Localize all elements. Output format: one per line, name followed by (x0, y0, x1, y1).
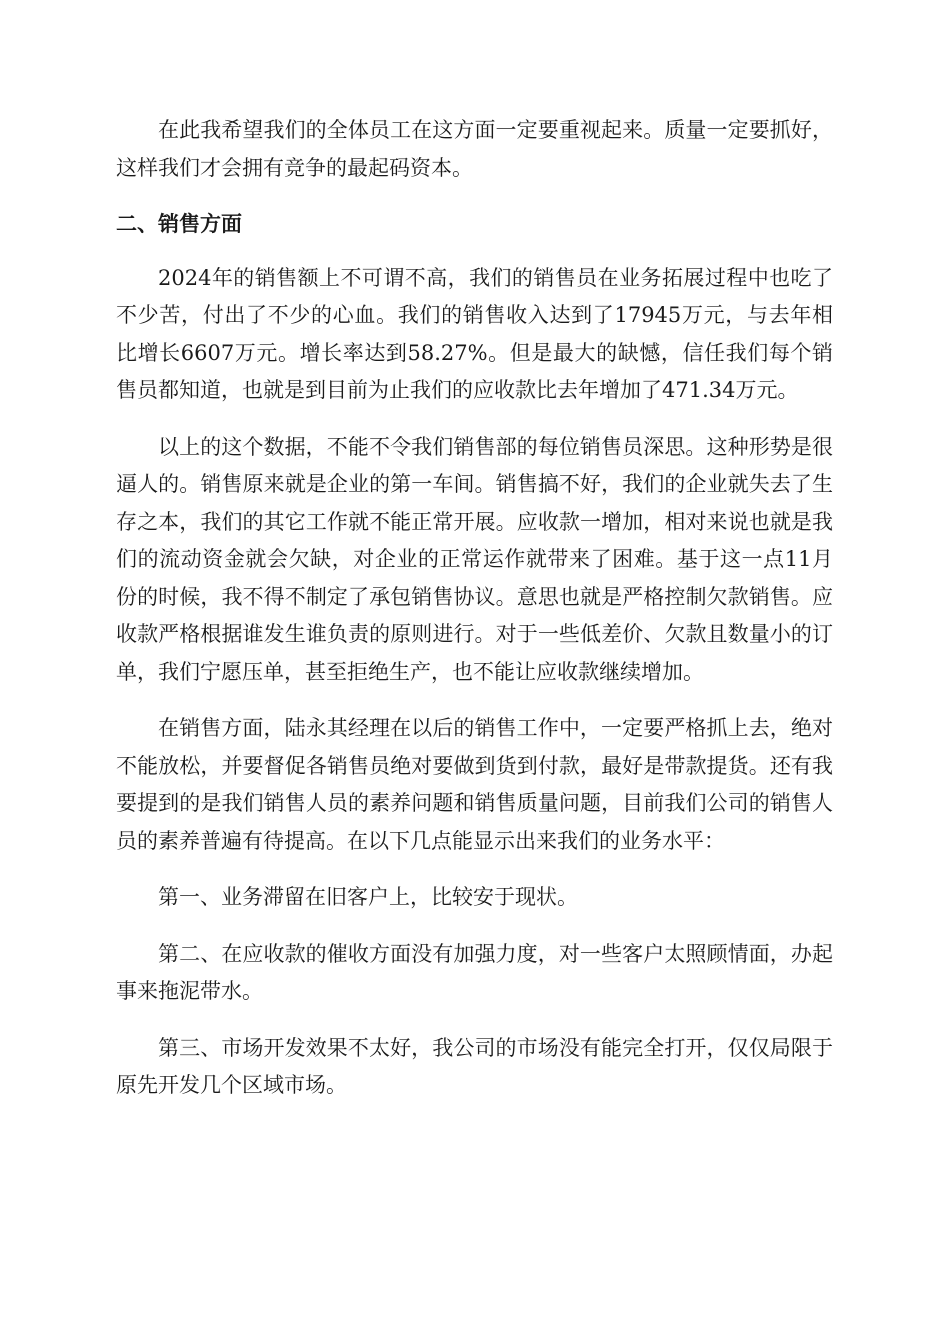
paragraph-sales-revenue: 2024年的销售额上不可谓不高，我们的销售员在业务拓展过程中也吃了不少苦，付出了不少的心血。我们的销售收入达到了17945万元，与去年相比增长6607万元。增长率达到58.27%。但是最大的缺憾，信任我们每个销售员都知道，也就是到目前为止我们的应收款比去年增加了471.34万元。 (116, 265, 833, 402)
paragraph-point-two: 第二、在应收款的催收方面没有加强力度，对一些客户太照顾情面，办起事来拖泥带水。 (116, 941, 833, 1003)
section-heading-sales: 二、销售方面 (116, 212, 242, 236)
paragraph-sales-reflection: 以上的这个数据，不能不令我们销售部的每位销售员深思。这种形势是很逼人的。销售原来就是企业的第一车间。销售搞不好，我们的企业就失去了生存之本，我们的其它工作就不能正常开展。应收款一增加，相对来说也就是我们的流动资金就会欠缺，对企业的正常运作就带来了困难。基于这一点11月份的时候，我不得不制定了承包销售协议。意思也就是严格控制欠款销售。应收款严格根据谁发生谁负责的原则进行。对于一些低差价、欠款且数量小的订单，我们宁愿压单，甚至拒绝生产，也不能让应收款继续增加。 (116, 434, 833, 684)
document-page (116, 112, 833, 1105)
paragraph-point-one: 第一、业务滞留在旧客户上，比较安于现状。 (158, 885, 578, 909)
paragraph-quality-summary: 在此我希望我们的全体员工在这方面一定要重视起来。质量一定要抓好，这样我们才会拥有竞争的最起码资本。 (116, 118, 833, 180)
paragraph-sales-manager: 在销售方面，陆永其经理在以后的销售工作中，一定要严格抓上去，绝对不能放松，并要督促各销售员绝对要做到货到付款，最好是带款提货。还有我要提到的是我们销售人员的素养问题和销售质量问题，目前我们公司的销售人员的素养普遍有待提高。在以下几点能显示出来我们的业务水平： (116, 716, 833, 853)
paragraph-point-three: 第三、市场开发效果不太好，我公司的市场没有能完全打开，仅仅局限于原先开发几个区域市场。 (116, 1035, 833, 1097)
